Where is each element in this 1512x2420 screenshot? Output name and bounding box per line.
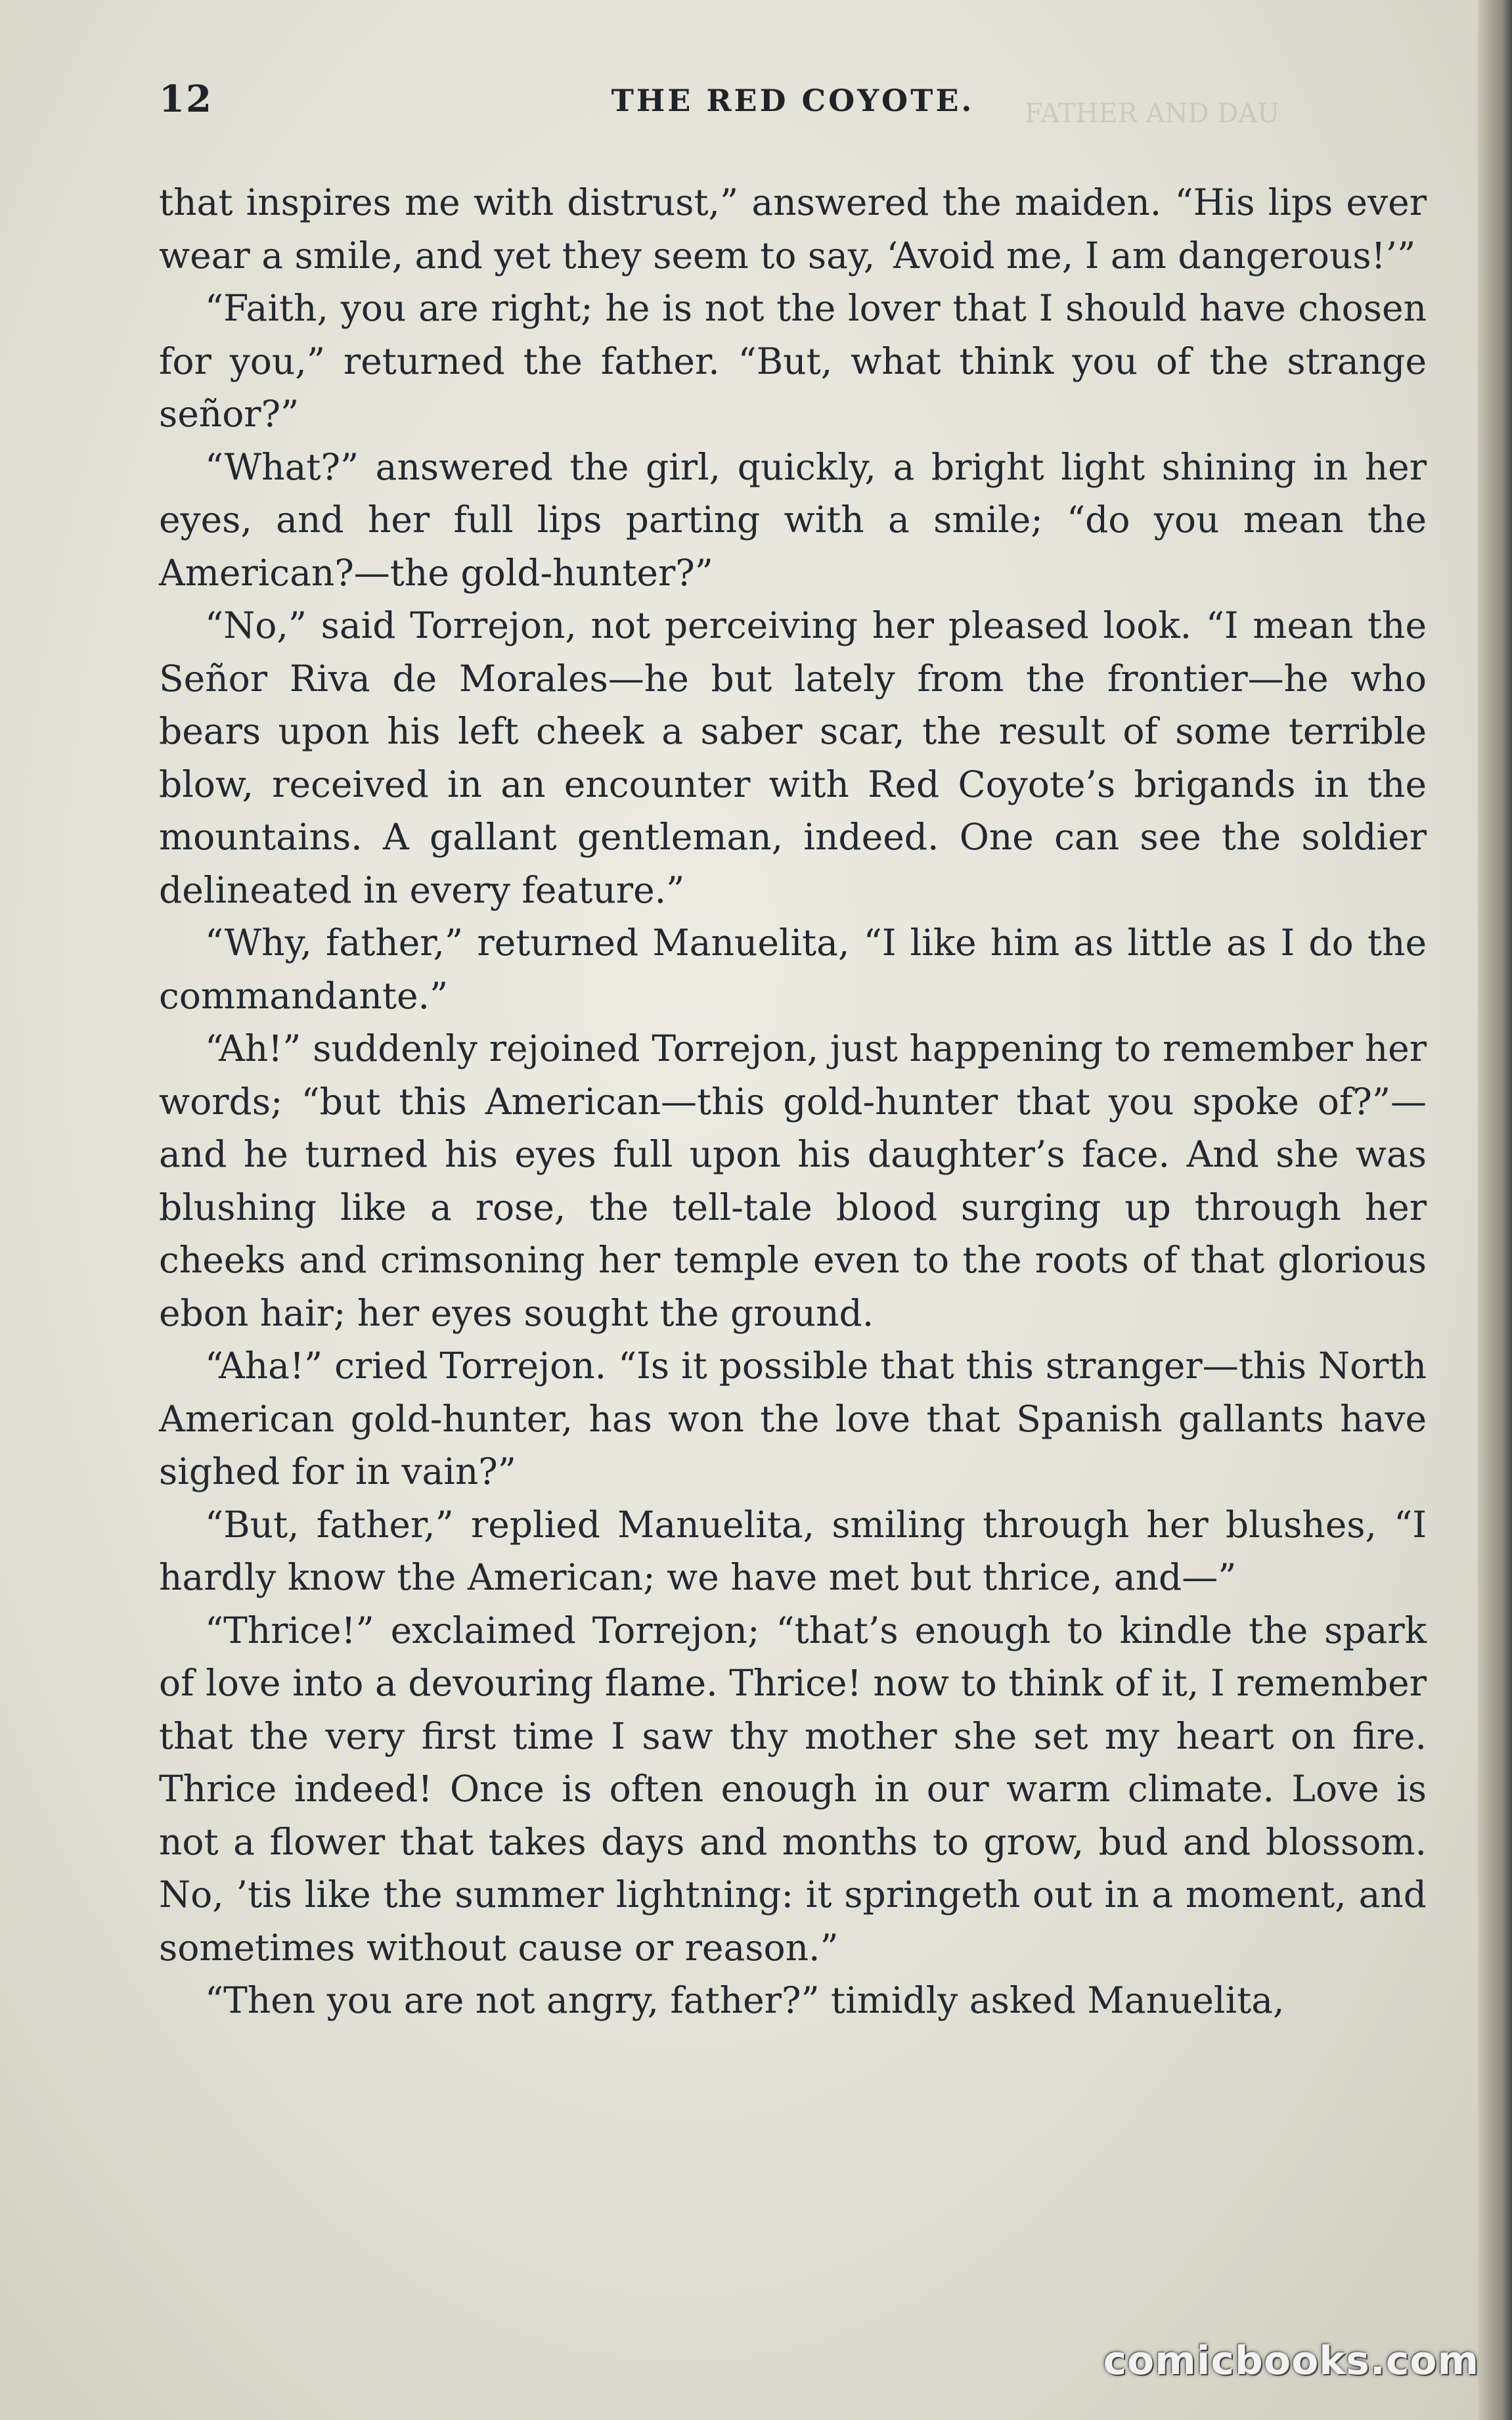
paragraph: “But, father,” replied Manuelita, smiling through her blushes, “I hardly know the American; we have met but thrice, and—” bbox=[159, 1503, 1427, 1598]
paragraph: “No,” said Torrejon, not perceiving her pleased look. “I mean the Señor Riva de Morales—he but lately from the frontier—he who bears upon his left cheek a saber scar, the result of some terrible blow, received in an encounter with Red Coyote’s brigands in the mountains. A gallant gentleman, indeed. One can see the soldier delineated in every feature.” bbox=[159, 604, 1427, 911]
paragraph: “What?” answered the girl, quickly, a bright light shining in her eyes, and her full lips parting with a smile; “do you mean the American?—the gold-hunter?” bbox=[159, 445, 1427, 594]
page-number: 12 bbox=[159, 78, 213, 121]
paragraph: “Ah!” suddenly rejoined Torrejon, just happening to remember her words; “but this American—this gold-hunter that you spoke of?”—and he turned his eyes full upon his daughter’s face. And she was blushing like a rose, the tell-tale blood surging up through her cheeks and crimsoning her temple even to the roots of that glorious ebon hair; her eyes sought the ground. bbox=[159, 1027, 1427, 1334]
watermark: comicbooks.com bbox=[1103, 2338, 1479, 2384]
paragraph: “Faith, you are right; he is not the lover that I should have chosen for you,” returned the father. “But, what think you of the strange señor?” bbox=[159, 287, 1427, 435]
paragraph: “Then you are not angry, father?” timidly asked Manuelita, bbox=[205, 1979, 1285, 2021]
paragraph: “Aha!” cried Torrejon. “Is it possible that this stranger—this North American gold-hunter, has won the love that Spanish gallants have sighed for in vain?” bbox=[159, 1345, 1427, 1492]
page-header bbox=[159, 78, 1427, 123]
body-text bbox=[159, 176, 1427, 2027]
paragraph: “Why, father,” returned Manuelita, “I like him as little as I do the commandante.” bbox=[159, 922, 1427, 1017]
bleed-through-text: FATHER AND DAU bbox=[1025, 99, 1279, 129]
paragraph: “Thrice!” exclaimed Torrejon; “that’s enough to kindle the spark of love into a devouring flame. Thrice! now to think of it, I remember that the very first time I saw thy mother she set my heart on fire. Thrice indeed! Once is often enough in our warm climate. Love is not a flower that takes days and months to grow, bud and blossom. No, ’tis like the summer lightning: it springeth out in a moment, and sometimes without cause or reason.” bbox=[159, 1609, 1427, 1969]
running-title: THE RED COYOTE. bbox=[611, 83, 975, 118]
page-edge-shadow bbox=[1478, 0, 1512, 2420]
paragraph: that inspires me with distrust,” answered the maiden. “His lips ever wear a smile, and yet they seem to say, ‘Avoid me, I am dangerous!’” bbox=[159, 181, 1427, 277]
